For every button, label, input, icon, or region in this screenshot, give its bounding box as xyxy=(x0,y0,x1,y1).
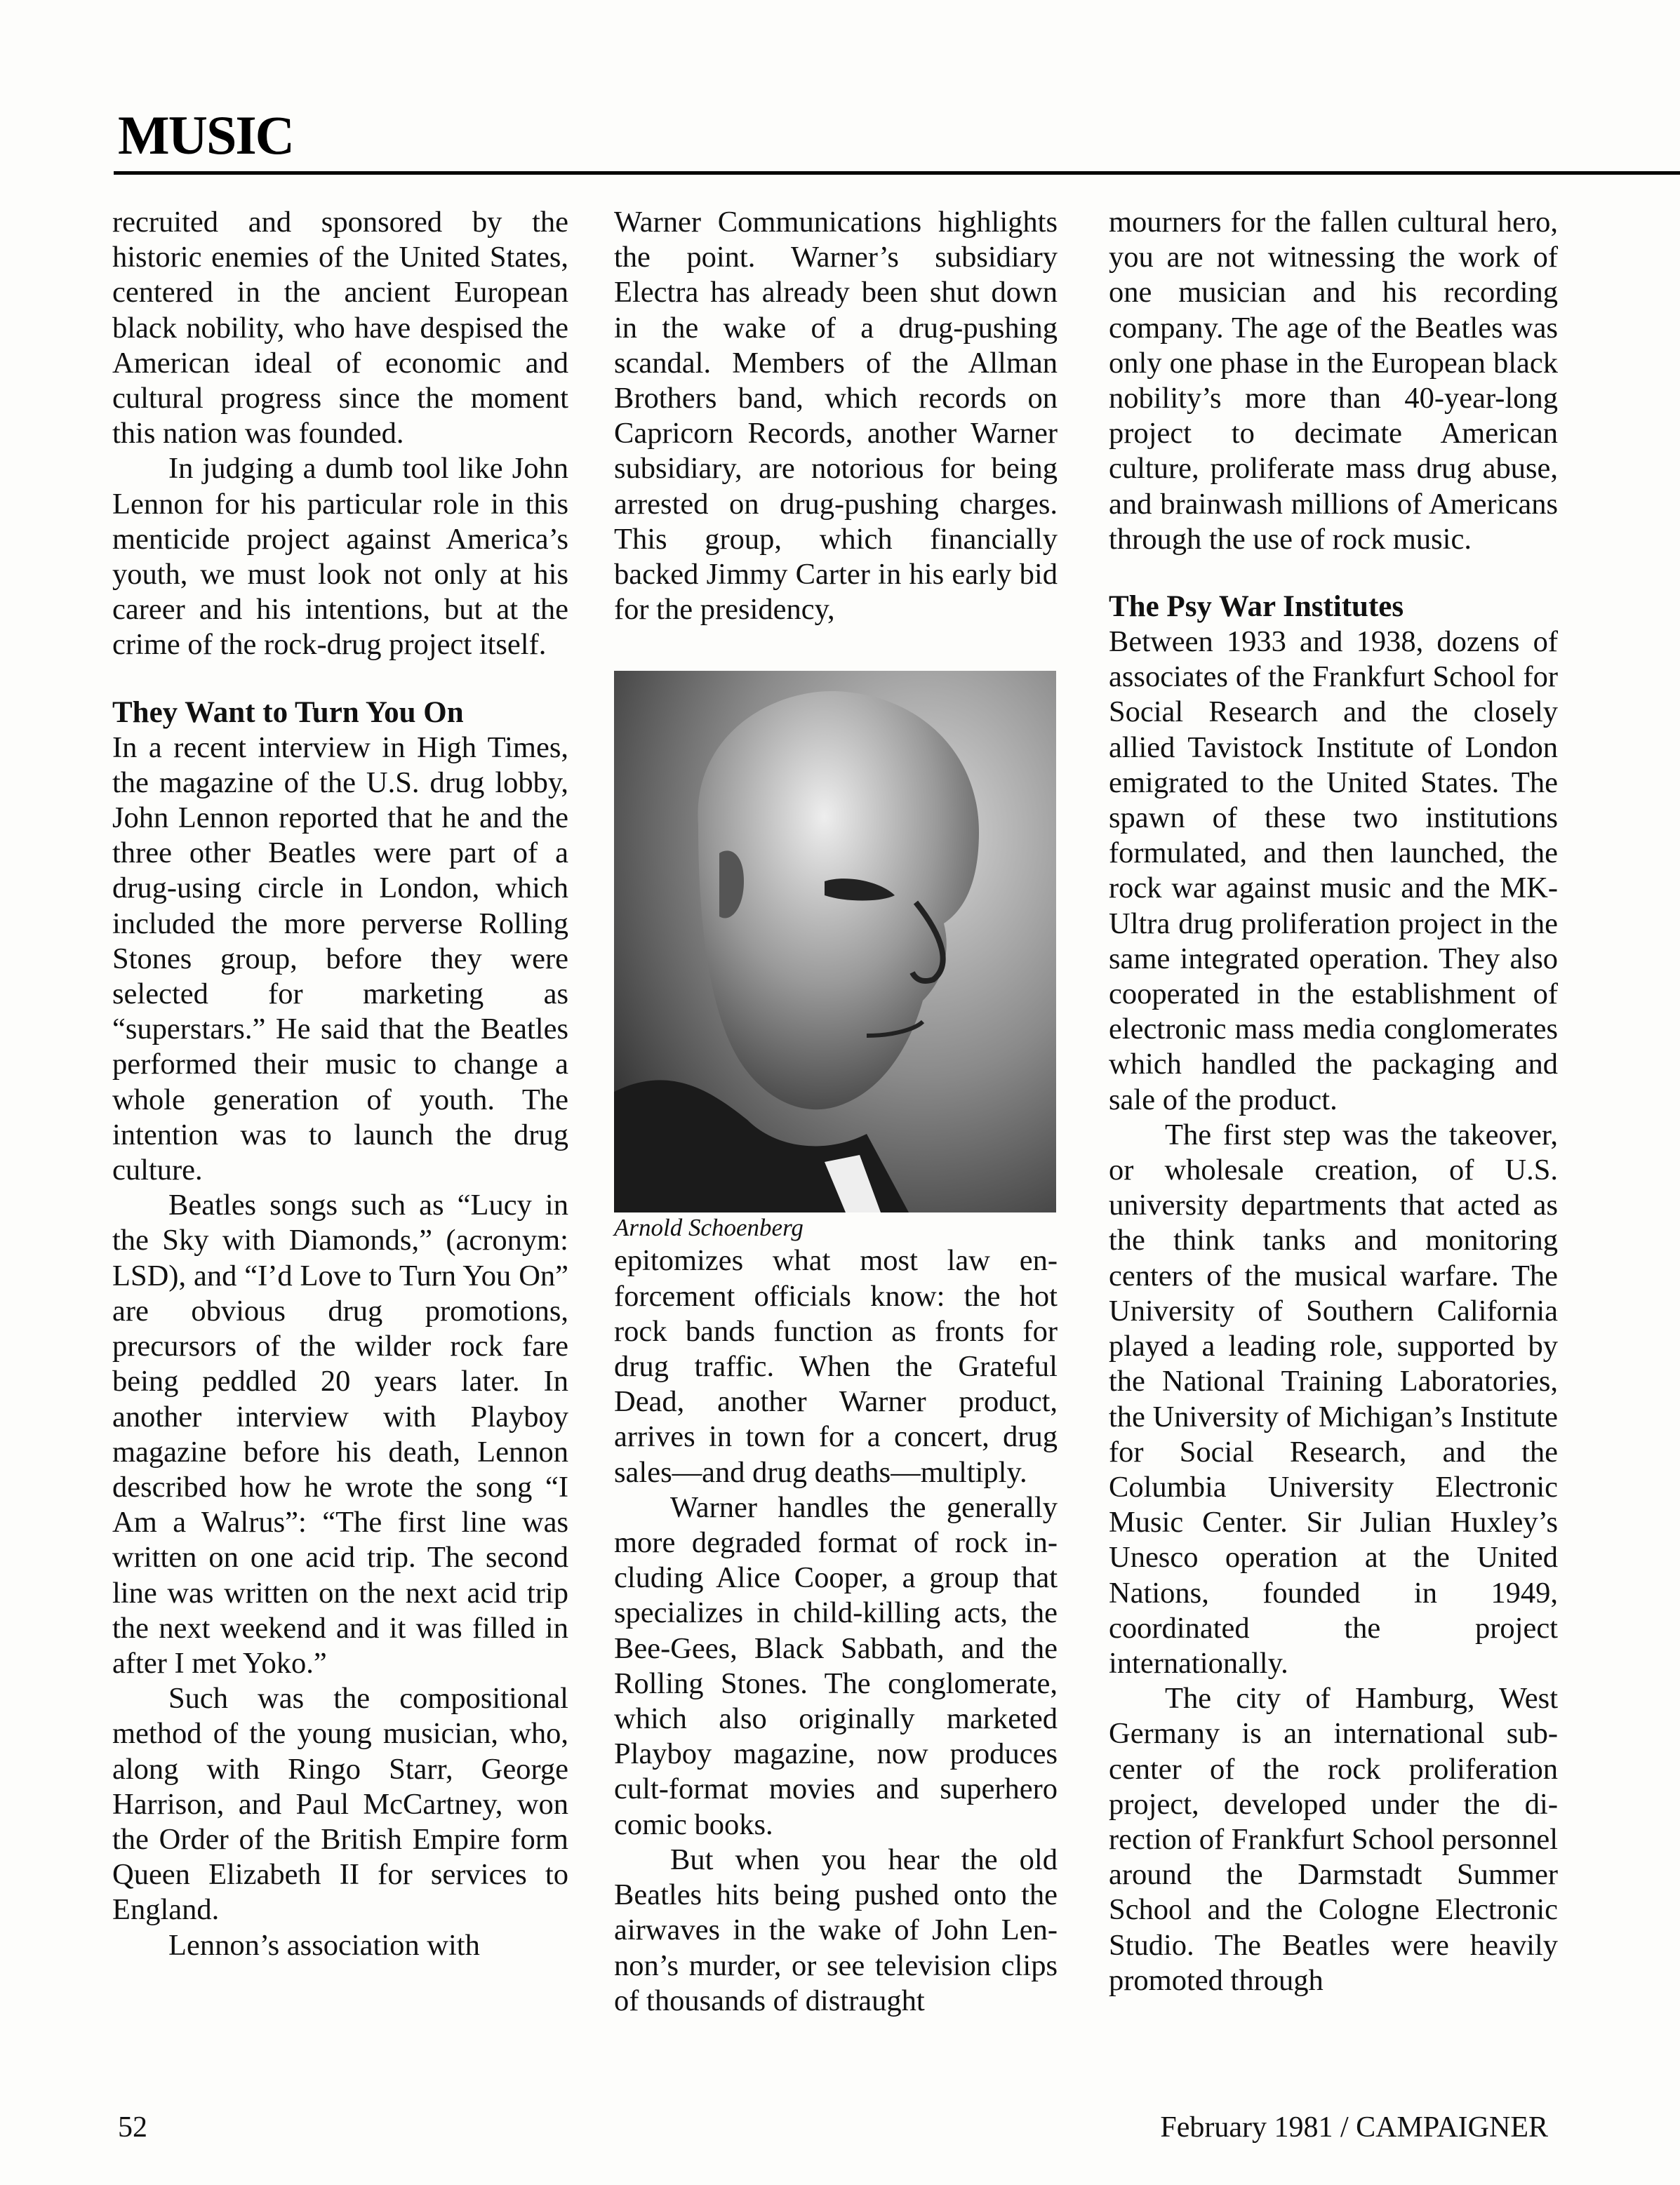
paragraph: Beatles songs such as “Lucy in the Sky with Diamonds,” (acronym: LSD), and “I’d Love to Turn You On” are obvious drug promotions, precursors of the wilder rock fare being peddled 20 years later. In another interview with Playboy magazine before his death, Lennon described how he wrote the song “I Am a Walrus”: “The first line was written on one acid trip. The second line was written on the next acid trip the next weekend and it was filled in after I met Yoko.” xyxy=(112,1189,568,1680)
column-1 xyxy=(112,205,568,1963)
portrait-photo xyxy=(614,671,1056,1212)
subheading: They Want to Turn You On xyxy=(112,695,464,729)
paragraph: mourners for the fallen cultural hero, you are not witnessing the work of one musician and his recording company. The age of the Beatles was only one phase in the European black nobility’s more than 40-year-long project to decimate American culture, proliferate mass drug abuse, and brainwash millions of Americans through the use of rock music. xyxy=(1109,206,1558,556)
paragraph: The first step was the takeover, or wholesale creation, of U.S. university departments that acted as the think tanks and monitoring centers of the musical warfare. The University of Southern California played a leading role, supported by the National Training Laboratories, the University of Michigan’s Institute for Social Research, and the Columbia University Electronic Music Center. Sir Julian Huxley’s Unesco operation at the United Nations, founded in 1949, coordinated the project internationally. xyxy=(1109,1118,1558,1680)
paragraph: epitomizes what most law enforcement officials know: the hot rock bands function as fronts for drug traffic. When the Grateful Dead, another Warner product, arrives in town for a concert, drug sales—and drug deaths—multiply. xyxy=(614,1244,1058,1489)
paragraph: In judging a dumb tool like John Lennon for his particular role in this menticide project against America’s youth, we must look not only at his career and his intentions, but at the crime of the rock-drug project itself. xyxy=(112,452,568,662)
paragraph: Lennon’s association with xyxy=(168,1928,480,1962)
section-title: MUSIC xyxy=(118,105,294,166)
paragraph: Warner Communications highlights the point. Warner’s subsidiary Electra has already been shut down in the wake of a drug-pushing scandal. Members of the Allman Brothers band, which records on Capricorn Records, another Warner subsidiary, are notorious for being arrested on drug-pushing charges. This group, which financially backed Jimmy Carter in his early bid for the presidency, xyxy=(614,206,1058,627)
issue-line: February 1981 / CAMPAIGNER xyxy=(1160,2111,1548,2144)
paragraph: In a recent interview in High Times, the magazine of the U.S. drug lobby, John Lennon reported that he and the three other Beatles were part of a drug-using circle in London, which included the more perverse Rolling Stones group, before they were selected for marketing as “superstars.” He said that the Beatles performed their music to change a whole generation of youth. The intention was to launch the drug culture. xyxy=(112,730,568,1187)
header-rule xyxy=(114,171,1680,175)
paragraph: The city of Hamburg, West Germany is an international subcenter of the rock proliferation project, developed under the direction of Frankfurt School personnel around the Darmstadt Summer School and the Cologne Electronic Studio. The Beatles were heavily promoted through xyxy=(1109,1682,1558,1997)
paragraph: Such was the compositional method of the young musician, who, along with Ringo Starr, George Harrison, and Paul McCartney, won the Order of the British Empire form Queen Elizabeth II for services to England. xyxy=(112,1682,568,1927)
column-2 xyxy=(614,205,1058,2019)
paragraph: recruited and sponsored by the historic enemies of the United States, centered in the ancient European black nobility, who have despised the American ideal of economic and cultural progress since the moment this nation was founded. xyxy=(112,206,568,450)
photo-caption: Arnold Schoenberg xyxy=(614,1214,804,1242)
paragraph: Between 1933 and 1938, dozens of associates of the Frankfurt School for Social Research and the closely allied Tavistock Institute of London emigrated to the United States. The spawn of these two institutions formulated, and then launched, the rock war against music and the MK-Ultra drug proliferation project in the same integrated operation. They also cooperated in the establishment of electronic mass media conglomerates which handled the packaging and sale of the product. xyxy=(1109,625,1558,1116)
paragraph: But when you hear the old Beatles hits being pushed onto the airwaves in the wake of John Lennon’s murder, or see television clips of thousands of distraught xyxy=(614,1843,1058,2017)
subheading: The Psy War Institutes xyxy=(1109,590,1404,624)
column-3 xyxy=(1109,205,1558,1998)
paragraph: Warner handles the generally more degraded format of rock including Alice Cooper, a group that specializes in child-killing acts, the Bee-Gees, Black Sabbath, and the Rolling Stones. The conglomerate, which also originally marketed Playboy magazine, now produces cult-format movies and superhero comic books. xyxy=(614,1490,1058,1841)
page-number: 52 xyxy=(118,2111,147,2144)
portrait-illustration xyxy=(614,671,1056,1212)
